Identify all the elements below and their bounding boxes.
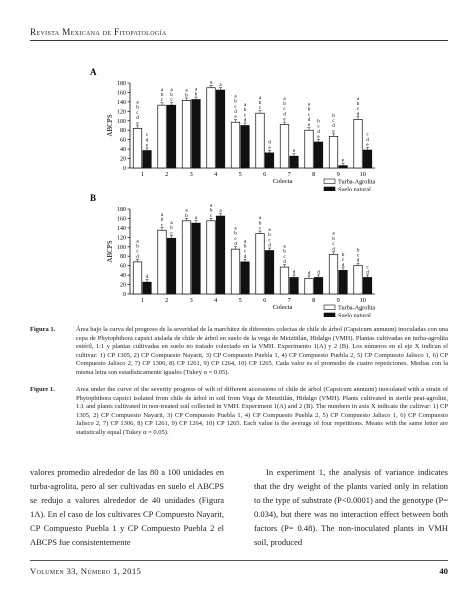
y-tick-label: 100: [117, 244, 126, 251]
significance-letter: e: [292, 148, 296, 155]
legend-label-suelo-natural: Suelo natural: [338, 186, 371, 191]
significance-letter: d: [341, 262, 345, 269]
legend-swatch-suelo-natural: [324, 313, 335, 317]
bar-suelo-natural: [363, 277, 372, 294]
significance-letter: d: [243, 117, 247, 124]
body-column-right: [254, 466, 448, 549]
y-axis-label: ABCPS: [106, 240, 114, 263]
significance-letter: e: [234, 114, 237, 121]
significance-letter: a: [219, 208, 222, 215]
bar-turba-agrolita: [305, 278, 314, 294]
bar-turba-agrolita: [305, 130, 314, 168]
bar-turba-agrolita: [158, 230, 167, 294]
significance-letter: c: [170, 230, 173, 237]
x-tick-label: 1: [140, 297, 144, 304]
panel-b-label: B: [90, 193, 97, 203]
significance-letter: c: [209, 212, 213, 219]
significance-letter: b: [136, 243, 139, 250]
significance-letter: b: [268, 232, 271, 239]
y-tick-label: 100: [117, 118, 126, 125]
significance-letter: c: [234, 235, 237, 242]
x-tick-label: 8: [312, 297, 316, 304]
significance-letter: c: [160, 97, 164, 104]
significance-letter: b: [170, 91, 173, 98]
bar-turba-agrolita: [329, 136, 338, 168]
significance-letter: c: [356, 252, 360, 259]
y-tick-label: 180: [117, 207, 126, 213]
significance-letter: e: [307, 122, 311, 129]
y-tick-label: 40: [120, 147, 126, 154]
bar-suelo-natural: [143, 151, 152, 168]
significance-letter: b: [243, 243, 247, 250]
figure-caption-spanish: [30, 326, 448, 377]
bar-suelo-natural: [143, 282, 152, 294]
bar-suelo-natural: [241, 262, 250, 294]
y-tick-label: 0: [123, 292, 126, 298]
significance-letter: c: [258, 105, 262, 112]
body-paragraph-es: valores promedio alrededor de las 80 a 100 unidades en turba-agrolita, pero al ser cultivadas en suelo el ABCPS se redujo a valores alrededor de 40 unidades (Figura 1A). En el caso de los cultivares CP Compuesto Nayarit, CP Compuesto Puebla 1 y CP Compuesto Puebla 2 el ABCPS fue consistentemente: [30, 467, 224, 547]
significance-letter: b: [243, 107, 247, 114]
significance-letter: c: [258, 225, 262, 232]
significance-letter: a: [170, 219, 173, 226]
significance-letter: a: [268, 226, 271, 233]
bar-suelo-natural: [265, 251, 274, 294]
y-tick-label: 60: [120, 137, 126, 144]
bar-suelo-natural: [339, 166, 348, 168]
significance-letter: b: [258, 220, 262, 227]
significance-letter: b: [209, 207, 213, 214]
y-tick-label: 20: [120, 156, 126, 163]
bar-suelo-natural: [314, 277, 323, 294]
bar-turba-agrolita: [256, 234, 265, 294]
significance-letter: e: [366, 142, 369, 149]
x-tick-label: 6: [263, 171, 267, 178]
bar-suelo-natural: [167, 105, 176, 168]
significance-letter: b: [307, 106, 311, 113]
bar-suelo-natural: [265, 153, 274, 168]
x-tick-label: 2: [165, 297, 169, 304]
significance-letter: a: [136, 238, 139, 245]
significance-letter: d: [243, 253, 247, 260]
significance-letter: c: [145, 132, 149, 139]
significance-letter: b: [356, 100, 360, 107]
bar-turba-agrolita: [182, 221, 191, 294]
significance-letter: d: [317, 269, 320, 276]
significance-letter: b: [160, 91, 164, 98]
x-tick-label: 7: [287, 297, 291, 304]
significance-letter: e: [332, 128, 335, 135]
significance-letter: b: [234, 98, 237, 105]
x-tick-label: 5: [238, 171, 242, 178]
significance-letter: d: [234, 108, 237, 115]
significance-letter: c: [243, 112, 247, 119]
bar-suelo-natural: [167, 238, 176, 294]
significance-letter: c: [366, 264, 369, 271]
significance-letter: e: [136, 120, 139, 127]
significance-letter: c: [283, 106, 286, 113]
body-column-left: [30, 466, 224, 549]
significance-letter: a: [170, 86, 173, 93]
bar-turba-agrolita: [280, 267, 289, 294]
significance-letter: c: [160, 222, 164, 229]
significance-letter: a: [356, 95, 360, 102]
bar-suelo-natural: [216, 90, 225, 168]
significance-letter: e: [341, 157, 345, 164]
significance-letter: a: [219, 82, 222, 89]
significance-letter: b: [160, 217, 164, 224]
significance-letter: a: [194, 215, 198, 222]
x-tick-label: 8: [312, 171, 316, 178]
y-tick-label: 20: [120, 282, 126, 289]
significance-letter: b: [194, 91, 198, 98]
footer-rule: [30, 560, 448, 561]
significance-letter: b: [332, 112, 335, 119]
significance-letter: a: [185, 87, 188, 94]
significance-letter: d: [268, 139, 271, 146]
bar-suelo-natural: [290, 277, 299, 294]
bar-suelo-natural: [339, 270, 348, 294]
significance-letter: d: [307, 270, 311, 277]
significance-letter: c: [341, 257, 345, 264]
bar-turba-agrolita: [354, 266, 363, 294]
significance-letter: d: [145, 274, 149, 281]
bar-turba-agrolita: [182, 100, 191, 168]
y-tick-label: 160: [117, 216, 126, 223]
y-tick-label: 80: [120, 128, 126, 135]
x-tick-label: 4: [214, 297, 218, 304]
x-tick-label: 9: [336, 171, 340, 178]
significance-letter: d: [332, 123, 335, 130]
bar-turba-agrolita: [256, 113, 265, 168]
y-tick-label: 140: [117, 99, 126, 106]
page-number: 40: [439, 566, 448, 576]
significance-letter: d: [234, 241, 237, 248]
chart-a-marks: [106, 80, 375, 191]
significance-letter: a: [185, 207, 188, 214]
caption-label-es: Figura 1.: [30, 326, 56, 333]
y-tick-label: 120: [117, 235, 126, 242]
significance-letter: c: [268, 237, 271, 244]
x-tick-label: 2: [165, 171, 169, 178]
significance-letter: b: [356, 247, 360, 254]
bar-suelo-natural: [192, 100, 201, 168]
significance-letter: b: [234, 230, 237, 237]
legend-label-suelo-natural: Suelo natural: [338, 312, 371, 317]
bar-suelo-natural: [363, 150, 372, 168]
significance-letter: a: [283, 243, 286, 250]
chart-panel-a: [90, 66, 470, 191]
significance-letter: e: [145, 142, 149, 149]
bar-turba-agrolita: [280, 125, 289, 168]
bar-turba-agrolita: [207, 88, 216, 168]
bar-turba-agrolita: [231, 249, 240, 294]
y-tick-label: 60: [120, 263, 126, 270]
significance-letter: a: [243, 238, 247, 245]
significance-letter: d: [356, 257, 360, 264]
significance-letter: a: [258, 215, 262, 222]
significance-letter: b: [185, 92, 188, 99]
chart-b-marks: [106, 202, 375, 317]
significance-letter: c: [307, 111, 311, 118]
significance-letter: c: [332, 241, 335, 248]
body-paragraph-en: In experiment 1, the analysis of variance indicates that the dry weight of the plants varied only in relation to the type of substrate (P<0.0001) and the genotype (P= 0.034), but there was no interaction effect between both factors (P= 0.48). The non-inoculated plants in VMH soil, produced: [254, 467, 448, 547]
footer-volume: Volumen 33, Número 1, 2015: [30, 566, 142, 576]
legend-swatch-turba-agrolita: [324, 179, 335, 184]
significance-letter: d: [283, 111, 286, 118]
significance-letter: b: [136, 104, 139, 111]
chart-panel-b: [90, 192, 470, 317]
bar-turba-agrolita: [133, 128, 142, 168]
significance-letter: a: [160, 211, 164, 218]
legend-label-turba-agrolita: Turba-Agrolita: [338, 304, 376, 312]
y-tick-label: 80: [120, 254, 126, 261]
significance-letter: a: [136, 99, 139, 106]
caption-text-es: Área bajo la curva del progreso de la severidad de la marchitez de diferentes colectas de chile de árbol (Capsicum annuum) inoculadas con una cepa de Phytophthora capsici aislada de chile de árbol en suelo de la vega de Metztitlán, Hidalgo (VMH). Plantas cultivadas en turba-agrolita estéril, 1:1 y plantas cultivadas en suelo no tratado colectado en la VMH. Experimento 1(A) y 2 (B). Los números en el eje X indican el cultivar: 1) CP 1305, 2) CP Compuesto Nayarit, 3) CP Compuesto Puebla 1, 4) CP Compuesto Puebla 2, 5) CP Compuesto Jalisco 1, 6) CP Compuesto Jalisco 2, 7) CP 1306, 8) CP 1261, 9) CP 1264, 10) CP 1265. Cada valor es el promedio de cuatro repeticiones. Medias con la misma letra son estadísticamente iguales (Tukey α = 0.05).: [76, 326, 448, 376]
y-tick-label: 40: [120, 273, 126, 280]
bar-suelo-natural: [314, 142, 323, 168]
y-tick-label: 140: [117, 225, 126, 232]
significance-letter: c: [243, 248, 247, 255]
y-axis-label: ABCPS: [106, 114, 114, 137]
significance-letter: b: [317, 118, 320, 125]
bar-turba-agrolita: [354, 119, 363, 168]
significance-letter: e: [268, 144, 271, 151]
significance-letter: d: [317, 128, 320, 135]
x-axis-label: Colecta: [272, 178, 293, 185]
significance-letter: c: [170, 97, 173, 104]
x-tick-label: 10: [359, 171, 366, 178]
significance-letter: a: [160, 86, 164, 93]
journal-header: Revista Mexicana de Fitopatología: [30, 27, 167, 37]
significance-letter: a: [194, 86, 198, 93]
significance-letter: e: [283, 116, 286, 123]
bar-turba-agrolita: [329, 254, 338, 294]
significance-letter: c: [317, 123, 320, 130]
significance-letter: d: [366, 136, 369, 143]
significance-letter: b: [170, 225, 173, 232]
x-tick-label: 9: [336, 297, 340, 304]
significance-letter: b: [341, 251, 345, 258]
y-tick-label: 180: [117, 81, 126, 87]
header-rule: [30, 40, 448, 41]
significance-letter: a: [307, 101, 311, 108]
bar-turba-agrolita: [133, 262, 142, 294]
bar-suelo-natural: [216, 216, 225, 294]
bar-turba-agrolita: [158, 105, 167, 168]
significance-letter: a: [332, 230, 335, 237]
x-tick-label: 3: [189, 297, 193, 304]
x-tick-label: 10: [359, 297, 366, 304]
x-tick-label: 4: [214, 171, 218, 178]
significance-letter: c: [136, 248, 139, 255]
x-tick-label: 7: [287, 171, 291, 178]
significance-letter: a: [234, 225, 237, 232]
significance-letter: d: [136, 253, 139, 260]
significance-letter: a: [258, 94, 262, 101]
figure-caption-english: [30, 386, 448, 437]
legend-swatch-turba-agrolita: [324, 305, 335, 310]
significance-letter: a: [283, 95, 286, 102]
significance-letter: d: [356, 111, 360, 118]
bar-suelo-natural: [241, 126, 250, 169]
significance-letter: b: [185, 212, 188, 219]
significance-letter: c: [366, 131, 369, 138]
significance-letter: d: [307, 117, 311, 124]
significance-letter: b: [332, 235, 335, 242]
significance-letter: a: [234, 93, 237, 100]
bar-suelo-natural: [192, 223, 201, 294]
bar-turba-agrolita: [231, 122, 240, 168]
significance-letter: d: [332, 246, 335, 253]
x-axis-label: Colecta: [272, 304, 293, 311]
significance-letter: b: [283, 248, 286, 255]
significance-letter: d: [292, 269, 296, 276]
significance-letter: a: [209, 202, 213, 209]
y-tick-label: 0: [123, 166, 126, 172]
significance-letter: a: [209, 79, 213, 86]
significance-letter: b: [283, 100, 286, 107]
y-tick-label: 160: [117, 90, 126, 97]
caption-text-en: Area under the curve of the severity progress of wilt of different accessions of chile de árbol (Capsicum annuum) inoculated with a strain of Phytophthora capsici isolated from chile de árbol in soil from Vega de Metztitlán, Hidalgo (VMH). Plants cultivated in sterile peat-agrolite, 1:1 and plants cultivated in non-treated soil collected in VMH. Experiment 1(A) and 2 (B). The numbers in axis X indicate the cultivar: 1) CP 1305, 2) CP Compuesto Nayarit, 3) CP Compuesto Puebla 1, 4) CP Compuesto Puebla 2, 5) CP Compuesto Jalisco 1, 6) CP Compuesto Jalisco 2, 7) CP 1306, 8) CP 1261, 9) CP 1264, 10) CP 1265. Each value is the average of four repetitions. Means with the same letter are statistically equal (Tukey α = 0.05).: [76, 386, 448, 436]
significance-letter: c: [356, 106, 360, 113]
significance-letter: c: [234, 103, 237, 110]
significance-letter: d: [145, 137, 149, 144]
x-tick-label: 3: [189, 171, 193, 178]
y-tick-label: 120: [117, 109, 126, 116]
significance-letter: c: [332, 117, 335, 124]
significance-letter: d: [283, 259, 286, 266]
legend-label-turba-agrolita: Turba-Agrolita: [338, 178, 376, 186]
significance-letter: d: [268, 242, 271, 249]
bar-suelo-natural: [290, 156, 299, 168]
significance-letter: d: [366, 269, 369, 276]
legend-swatch-suelo-natural: [324, 187, 335, 191]
significance-letter: b: [258, 100, 262, 107]
significance-letter: c: [136, 109, 139, 116]
panel-a-label: A: [90, 67, 97, 77]
x-tick-label: 5: [238, 297, 242, 304]
x-tick-label: 1: [140, 171, 144, 178]
x-tick-label: 6: [263, 297, 267, 304]
significance-letter: e: [317, 134, 320, 141]
significance-letter: a: [243, 101, 247, 108]
bar-turba-agrolita: [207, 221, 216, 294]
significance-letter: d: [136, 115, 139, 122]
significance-letter: c: [283, 253, 286, 260]
caption-label-en: Figure 1.: [30, 386, 55, 393]
